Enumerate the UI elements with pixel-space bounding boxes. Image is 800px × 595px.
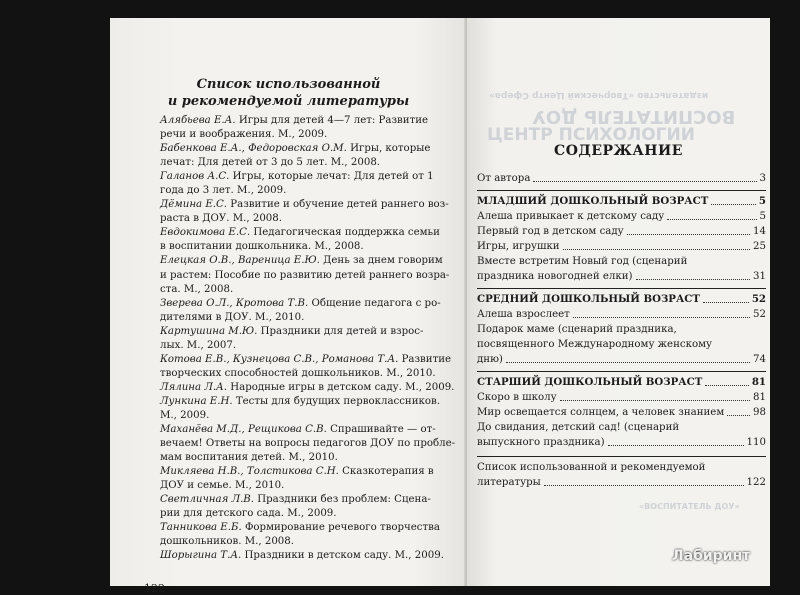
- toc-leader-dots: [667, 219, 756, 220]
- reference-entry: [160, 142, 456, 170]
- toc-leader-dots: [627, 234, 750, 235]
- reference-entry: [160, 226, 456, 254]
- reference-line: [160, 325, 456, 339]
- toc-leader-dots: [711, 204, 756, 205]
- reference-text: ДОУ и семье. М., 2010.: [160, 480, 285, 492]
- reference-line: [160, 170, 456, 184]
- reference-entry: [160, 198, 456, 226]
- reference-entry: [160, 549, 456, 563]
- toc-entry: [477, 420, 766, 450]
- reference-text: лых. М., 2007.: [160, 339, 237, 351]
- reference-text: Формирование речевого творчества: [241, 522, 440, 534]
- reference-text: раста в ДОУ. М., 2008.: [160, 213, 283, 225]
- toc-entry: [477, 322, 766, 367]
- reference-line: [160, 114, 456, 128]
- reference-text: рии для детского сада. М., 2009.: [160, 508, 337, 520]
- reference-author: Лункина Е.Н.: [160, 395, 233, 407]
- toc-page-number: 3: [759, 173, 766, 184]
- reference-author: Танникова Е.Б.: [160, 522, 242, 534]
- reference-line: [160, 493, 456, 507]
- reference-line: [160, 142, 456, 156]
- watermark-text: ЦЕНТР ПСИХОЛОГИИ: [487, 125, 695, 145]
- reference-author: Шорыгина Т.А.: [160, 550, 242, 562]
- watermark-text: ВОСПИТАТЕЛЬ ДОУ: [532, 106, 736, 127]
- page-number: 122: [144, 582, 165, 595]
- reference-text: Праздники без проблем: Сцена-: [254, 494, 431, 506]
- toc-row: [477, 224, 766, 239]
- toc-entry-title: дню): [477, 354, 503, 365]
- reference-line: [160, 521, 456, 535]
- toc-row: [477, 269, 766, 284]
- toc-leader-dots: [533, 181, 756, 182]
- toc-page-number: 110: [746, 437, 766, 448]
- toc-entry-title: Скоро в школу: [477, 392, 557, 403]
- reference-text: дошкольников. М., 2008.: [160, 536, 294, 548]
- toc-leader-dots: [727, 415, 750, 416]
- toc-row: [477, 435, 766, 450]
- toc-row: [477, 209, 766, 224]
- reference-text: Праздники в детском саду. М., 2009.: [241, 550, 444, 562]
- toc-page-number: 81: [753, 392, 766, 403]
- section-divider: [477, 190, 766, 191]
- reference-line: [160, 184, 456, 198]
- toc-page-number: 25: [753, 241, 766, 252]
- reference-author: Дёмина Е.С.: [160, 199, 228, 211]
- toc-row: [477, 475, 766, 490]
- reference-text: День за днем говорим: [319, 255, 443, 267]
- toc-entry: [477, 254, 766, 284]
- reference-line: [160, 212, 456, 226]
- toc-row: [477, 405, 766, 420]
- reference-entry: [160, 423, 456, 465]
- reference-line: [160, 465, 456, 479]
- reference-entry: [160, 381, 456, 395]
- reference-author: Бабенкова Е.А., Федоровская О.М.: [160, 143, 347, 155]
- toc-entry-title: СТАРШИЙ ДОШКОЛЬНЫЙ ВОЗРАСТ: [477, 376, 703, 388]
- toc-entry-title: МЛАДШИЙ ДОШКОЛЬНЫЙ ВОЗРАСТ: [477, 195, 709, 207]
- reference-text: творческих способностей дошкольников. М., 2010.: [160, 367, 436, 379]
- reference-entry: [160, 353, 456, 381]
- toc-row: [477, 239, 766, 254]
- toc-page-number: 14: [753, 226, 766, 237]
- labirint-logo: Лабиринт: [672, 548, 751, 564]
- toc-row: [477, 292, 766, 307]
- toc-entry-title: СРЕДНИЙ ДОШКОЛЬНЫЙ ВОЗРАСТ: [477, 293, 700, 305]
- toc-leader-dots: [608, 445, 744, 446]
- reference-entry: [160, 170, 456, 198]
- toc-entry-line: Список использованной и рекомендуемой: [477, 462, 706, 473]
- section-divider: [477, 371, 766, 372]
- reference-line: [160, 423, 456, 437]
- toc-row: [477, 375, 766, 390]
- toc-entry-title: Первый год в детском саду: [477, 226, 624, 237]
- reference-text: дителями в ДОУ. М., 2010.: [160, 311, 305, 323]
- reference-text: Педагогическая поддержка семьи: [250, 227, 440, 239]
- toc-page-number: 31: [753, 271, 766, 282]
- reference-author: Микляева Н.В., Толстикова С.Н.: [160, 466, 339, 478]
- toc-row: [477, 171, 766, 186]
- toc-entry: [477, 307, 766, 322]
- reference-author: Маханёва М.Д., Рещикова С.В.: [160, 424, 327, 436]
- toc-page-number: 74: [753, 354, 766, 365]
- reference-text: Сказкотерапия в: [338, 466, 434, 478]
- reference-line: [160, 311, 456, 325]
- reference-line: [160, 254, 456, 268]
- reference-line: [160, 381, 456, 395]
- reference-text: Народные игры в детском саду. М., 2009.: [227, 381, 455, 393]
- reference-line: [160, 226, 456, 240]
- left-page: [110, 18, 467, 595]
- reference-line: [160, 297, 456, 311]
- reference-text: Тесты для будущих первоклассников.: [232, 395, 440, 407]
- toc-leader-dots: [506, 362, 750, 363]
- reference-entry: [160, 254, 456, 296]
- reference-author: Алябьева Е.А.: [160, 115, 236, 126]
- toc-page-number: 122: [746, 477, 766, 488]
- reference-text: лечат: Для детей от 3 до 5 лет. М., 2008.: [160, 157, 381, 169]
- reference-author: Галанов А.С.: [160, 171, 230, 183]
- toc-row: [477, 352, 766, 367]
- watermark-text: «ВОСПИТАТЕЛЬ ДОУ»: [639, 502, 740, 511]
- reference-line: [160, 437, 456, 451]
- toc-leader-dots: [573, 317, 750, 318]
- reference-text: ста. М., 2008.: [160, 283, 234, 295]
- reference-author: Котова Е.В., Кузнецова С.В., Романова Т.А.: [160, 353, 399, 365]
- toc-entry: [477, 405, 766, 420]
- toc-entry: [477, 239, 766, 254]
- toc-section: [477, 292, 766, 307]
- toc-page-number: 5: [758, 195, 766, 207]
- reference-text: Игры для детей 4—7 лет: Развитие: [235, 115, 429, 126]
- reference-author: Лялина Л.А.: [160, 381, 228, 393]
- reference-line: [160, 507, 456, 521]
- reference-line: [160, 409, 456, 423]
- right-page: [467, 18, 770, 586]
- toc-page-number: 98: [753, 407, 766, 418]
- reference-line: [160, 283, 456, 297]
- reference-entry: [160, 465, 456, 493]
- toc-entry: [477, 224, 766, 239]
- section-divider: [477, 288, 766, 289]
- reference-line: [160, 353, 456, 367]
- toc-leader-dots: [563, 249, 750, 250]
- toc-page-number: 81: [751, 376, 766, 388]
- reference-list: [160, 114, 456, 564]
- toc-entry: [477, 209, 766, 224]
- reference-line: [160, 156, 456, 170]
- contents-title: СОДЕРЖАНИЕ: [554, 143, 683, 159]
- title-line: и рекомендуемой литературы: [167, 94, 410, 109]
- toc-entry: [477, 460, 766, 490]
- toc-entry-title: выпускного праздника): [477, 437, 605, 448]
- toc-entry-title: литературы: [477, 477, 541, 488]
- toc-entry-title: праздника новогодней елки): [477, 271, 633, 282]
- reference-text: Игры, которые: [346, 143, 431, 155]
- reference-text: вечаем! Ответы на вопросы педагогов ДОУ по пробле-: [160, 438, 456, 450]
- toc-entry-title: Игры, игрушки: [477, 241, 560, 252]
- reference-line: [160, 395, 456, 409]
- reference-line: [160, 240, 456, 254]
- reference-text: Развитие: [398, 353, 452, 365]
- reference-text: Спрашивайте — от-: [326, 424, 436, 436]
- toc-entry-title: Мир освещается солнцем, а человек знанием: [477, 407, 725, 418]
- reference-text: и растем: Пособие по развитию детей раннего возра-: [160, 269, 450, 281]
- reference-author: Светличная Л.В.: [160, 494, 255, 506]
- title-line: Список использованной: [196, 77, 381, 92]
- reference-entry: [160, 395, 456, 423]
- reference-line: [160, 451, 456, 465]
- toc-section: [477, 375, 766, 390]
- reference-line: [160, 198, 456, 212]
- reference-entry: [160, 493, 456, 521]
- reference-line: [160, 128, 456, 142]
- toc-page-number: 5: [759, 211, 766, 222]
- reference-text: Игры, которые лечат: Для детей от 1: [229, 171, 434, 183]
- reference-text: Развитие и обучение детей раннего воз-: [227, 199, 449, 211]
- toc-leader-dots: [544, 485, 744, 486]
- reference-author: Елецкая О.В., Вареница Е.Ю.: [160, 255, 320, 267]
- toc-entry-line: посвященного Международному женскому: [477, 339, 712, 350]
- reference-text: Праздники для детей и взрос-: [257, 325, 424, 337]
- section-divider: [477, 456, 766, 457]
- table-of-contents: [477, 171, 766, 490]
- reference-line: [160, 269, 456, 283]
- reference-text: речи и воображения. М., 2009.: [160, 129, 328, 141]
- bibliography-title: [110, 76, 467, 110]
- toc-page-number: 52: [751, 293, 766, 305]
- reference-entry: [160, 325, 456, 353]
- toc-leader-dots: [560, 400, 750, 401]
- toc-entry: [477, 171, 766, 186]
- toc-row: [477, 194, 766, 209]
- toc-leader-dots: [703, 302, 749, 303]
- toc-page-number: 52: [753, 309, 766, 320]
- reference-author: Евдокимова Е.С.: [160, 227, 251, 239]
- toc-entry-title: Алеша взрослеет: [477, 309, 570, 320]
- toc-entry-line: До свидания, детский сад! (сценарий: [477, 422, 680, 433]
- reference-author: Картушина М.Ю.: [160, 325, 258, 337]
- reference-text: в воспитании дошкольника. М., 2008.: [160, 241, 364, 253]
- toc-entry-title: Алеша привыкает к детскому саду: [477, 211, 665, 222]
- toc-row: [477, 307, 766, 322]
- reference-text: года до 3 лет. М., 2009.: [160, 185, 287, 197]
- reference-entry: [160, 297, 456, 325]
- reference-entry: [160, 114, 456, 142]
- reference-line: [160, 479, 456, 493]
- toc-row: [477, 390, 766, 405]
- reference-line: [160, 367, 456, 381]
- reference-text: М., 2009.: [160, 409, 210, 421]
- toc-leader-dots: [636, 279, 751, 280]
- toc-entry-line: Подарок маме (сценарий праздника,: [477, 324, 677, 335]
- toc-entry: [477, 390, 766, 405]
- reference-line: [160, 549, 456, 563]
- reference-text: мам воспитания детей. М., 2010.: [160, 452, 338, 464]
- reference-line: [160, 339, 456, 353]
- reference-entry: [160, 521, 456, 549]
- reference-author: Зверева О.Л., Кротова Т.В.: [160, 297, 309, 309]
- toc-entry-line: Вместе встретим Новый год (сценарий: [477, 256, 688, 267]
- toc-entry-title: От автора: [477, 173, 531, 184]
- reference-line: [160, 535, 456, 549]
- watermark-text: издательство «Творческий Центр Сфера»: [489, 90, 709, 100]
- toc-section: [477, 194, 766, 209]
- toc-leader-dots: [705, 385, 749, 386]
- reference-text: Общение педагога с ро-: [308, 297, 441, 309]
